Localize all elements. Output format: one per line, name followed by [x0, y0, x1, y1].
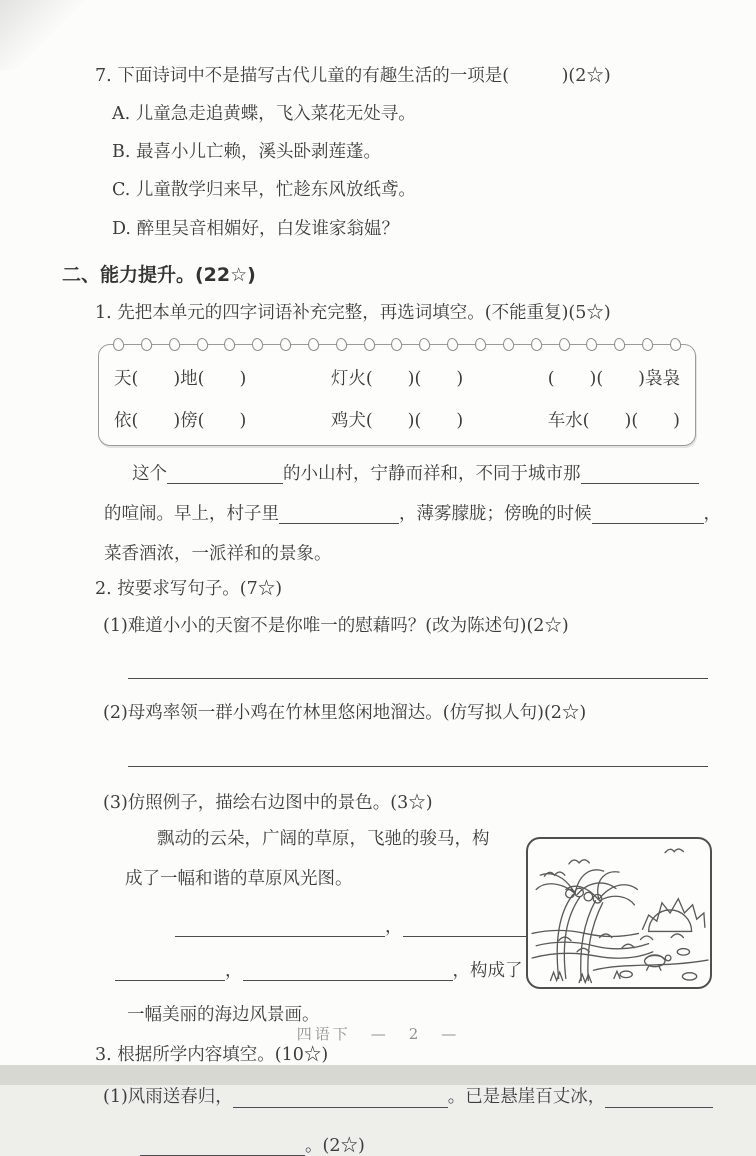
- option-c-text: 儿童散学归来早，忙趁东风放纸鸢。: [135, 180, 416, 201]
- footer-book-title: 四语下: [296, 1025, 351, 1043]
- word-bank-row-1: [114, 369, 680, 389]
- binder-ring: [613, 337, 626, 352]
- question-2-sub-1: (1)难道小小的天窗不是你唯一的慰藉吗？(改为陈述句)(2☆): [103, 616, 569, 637]
- fill-blank: [243, 962, 453, 981]
- question-1: [95, 303, 712, 323]
- question-2-sub-3: (3)仿照例子，描绘右边图中的景色。(3☆): [103, 792, 433, 813]
- option-b-label: B.: [112, 142, 131, 163]
- binder-ring: [502, 337, 515, 352]
- binder-ring: [641, 337, 654, 352]
- question-2: [95, 579, 712, 599]
- word-phrase: 依( )傍( ): [114, 410, 247, 431]
- option-d-label: D.: [112, 218, 131, 239]
- binder-ring: [167, 337, 180, 352]
- fill-blank: [233, 1088, 448, 1107]
- binder-ring: [557, 337, 570, 352]
- fill-paragraph-line-2: 的喧闹。早上，村子里 ，薄雾朦胧；傍晚的时候 ，: [104, 503, 721, 524]
- question-2-number: 2.: [95, 579, 112, 600]
- binder-ring: [140, 337, 153, 352]
- binder-rings-icon: [113, 338, 681, 351]
- fill-blank: [115, 962, 225, 981]
- option-d-text: 醉里吴音相媚好，白发谁家翁媪？: [136, 218, 400, 239]
- fill-paragraph-line-3: 菜香酒浓，一派祥和的景象。: [104, 544, 332, 565]
- footer-page-number: 2: [408, 1025, 422, 1043]
- binder-ring: [195, 337, 208, 352]
- imitation-blanks-row-2: ， ，构成了: [115, 961, 712, 981]
- worksheet-content: [62, 66, 721, 1156]
- word-phrase: 灯火( )( ): [330, 368, 464, 389]
- word-phrase: ( )( )袅袅: [547, 368, 680, 389]
- question-7-stem: 下面诗词中不是描写古代儿童的有趣生活的一项是( )(2☆): [117, 66, 611, 86]
- answer-line: [128, 764, 708, 767]
- question-3-stem: 根据所学内容填空。(10☆): [117, 1045, 329, 1066]
- fill-blank: [403, 918, 528, 937]
- binder-ring: [390, 337, 403, 352]
- question-3-sub-1-continued: 。(2☆): [140, 1136, 712, 1156]
- option-c-label: C.: [112, 180, 131, 201]
- option-a-label: A.: [112, 104, 131, 125]
- fill-blank: [279, 505, 399, 524]
- beach-illustration: [526, 837, 712, 989]
- question-7-option-d: [112, 219, 712, 239]
- imitation-blanks-row-1: ，: [175, 917, 712, 937]
- option-a-text: 儿童急走追黄蝶，飞入菜花无处寻。: [135, 104, 416, 125]
- binder-ring: [112, 337, 125, 352]
- word-phrase: 车水( )( ): [547, 410, 680, 431]
- scan-bottom-edge: [0, 1065, 756, 1085]
- question-3: [95, 1045, 712, 1065]
- binder-ring: [223, 337, 236, 352]
- answer-line: [128, 676, 708, 679]
- question-7: [95, 66, 712, 86]
- question-7-option-a: [112, 104, 712, 124]
- scan-corner-shade: [0, 0, 90, 70]
- word-bank-box: [98, 344, 696, 446]
- example-sentence-line-1: 飘动的云朵，广阔的草原，飞驰的骏马，构: [157, 828, 490, 849]
- binder-ring: [251, 337, 264, 352]
- beach-scene-drawing: [528, 839, 710, 987]
- page-footer: 四语下 — 2 —: [296, 1025, 460, 1043]
- binder-ring: [362, 337, 375, 352]
- binder-ring: [669, 337, 682, 352]
- option-b-text: 最喜小儿亡赖，溪头卧剥莲蓬。: [136, 142, 382, 163]
- binder-ring: [585, 337, 598, 352]
- fill-blank: [140, 1136, 305, 1155]
- word-phrase: 天( )地( ): [114, 368, 247, 389]
- question-7-option-b: [112, 142, 712, 162]
- fill-blank: [605, 1088, 713, 1107]
- binder-ring: [474, 337, 487, 352]
- binder-ring: [307, 337, 320, 352]
- word-bank-row-2: [114, 411, 680, 431]
- imitation-closing-line: 一幅美丽的海边风景画。: [127, 1005, 320, 1026]
- binder-ring: [529, 337, 542, 352]
- binder-ring: [335, 337, 348, 352]
- question-7-option-c: [112, 180, 712, 200]
- example-region: [62, 829, 712, 1026]
- question-2-stem: 按要求写句子。(7☆): [117, 579, 283, 600]
- question-2-sub-2: (2)母鸡率领一群小鸡在竹林里悠闲地溜达。(仿写拟人句)(2☆): [103, 703, 587, 724]
- question-3-sub-1: (1)风雨送春归， 。已是悬崖百丈冰，: [103, 1087, 712, 1107]
- section-2-header: 二、能力提升。(22☆): [62, 263, 256, 286]
- question-1-stem: 先把本单元的四字词语补充完整，再选词填空。(不能重复)(5☆): [117, 303, 611, 324]
- question-7-number: 7.: [95, 66, 112, 86]
- binder-ring: [279, 337, 292, 352]
- question-1-number: 1.: [95, 303, 112, 324]
- fill-blank: [592, 505, 704, 524]
- fill-blank: [167, 465, 283, 484]
- binder-ring: [446, 337, 459, 352]
- question-3-number: 3.: [95, 1045, 112, 1066]
- fill-paragraph-line-1: 这个 的小山村，宁静而祥和，不同于城市那: [132, 464, 712, 484]
- example-sentence-line-2: 成了一幅和谐的草原风光图。: [125, 868, 353, 889]
- binder-ring: [418, 337, 431, 352]
- fill-blank: [581, 465, 699, 484]
- fill-blank: [175, 918, 385, 937]
- word-phrase: 鸡犬( )( ): [330, 410, 464, 431]
